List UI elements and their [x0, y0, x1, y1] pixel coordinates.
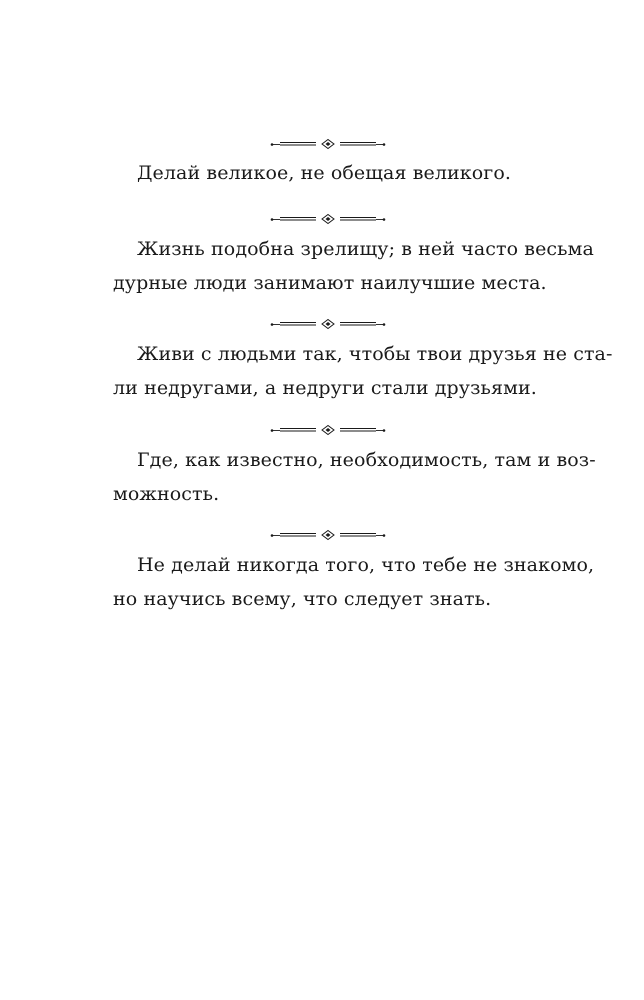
quote-line: дурные люди занимают наилучшие места.: [113, 272, 547, 294]
ornamental-divider-icon: [270, 213, 386, 225]
quote-line: Делай великое, не обещая великого.: [137, 162, 512, 184]
quote-line: Жизнь подобна зрелищу; в ней часто весьма: [137, 238, 594, 260]
ornamental-divider-icon: [270, 424, 386, 436]
quote-line: Живи с людьми так, чтобы твои друзья не ста-: [137, 343, 613, 365]
quote-5: [113, 548, 595, 616]
ornamental-divider-icon: [270, 529, 386, 541]
quote-line: можность.: [113, 483, 220, 505]
quote-line: Где, как известно, необходимость, там и воз-: [137, 449, 596, 471]
quote-line: ли недругами, а недруги стали друзьями.: [113, 377, 537, 399]
quote-line: но научись всему, что следует знать.: [113, 588, 492, 610]
quote-3: [113, 337, 613, 405]
quote-4: [113, 443, 596, 511]
quote-line: Не делай никогда того, что тебе не знакомо,: [137, 554, 595, 576]
quote-1: [113, 156, 541, 190]
quote-2: [113, 232, 594, 300]
ornamental-divider-icon: [270, 138, 386, 150]
ornamental-divider-icon: [270, 318, 386, 330]
